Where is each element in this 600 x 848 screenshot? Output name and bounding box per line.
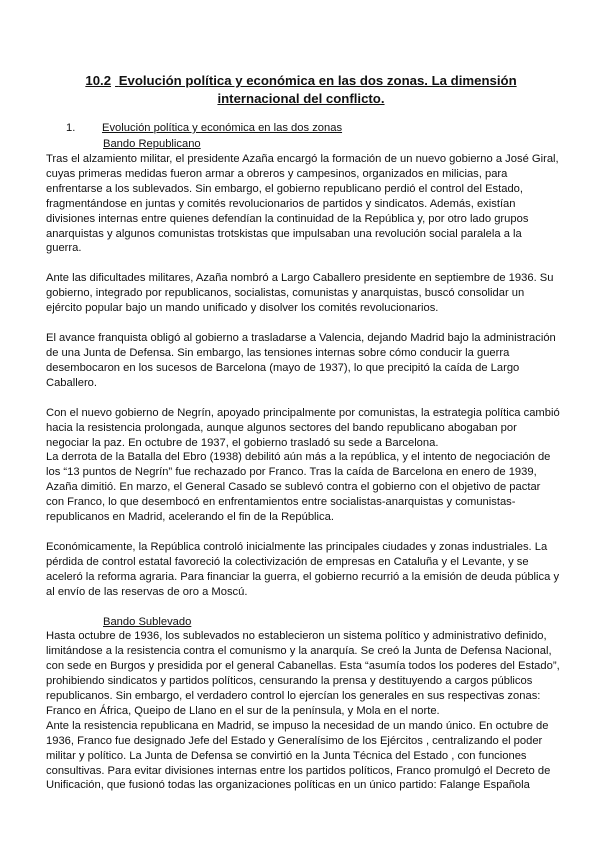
section-number: 1. <box>66 122 76 134</box>
paragraph: Ante la resistencia republicana en Madrid, se impuso la necesidad de un mando único. En octubre de 1936, Franco fue designado Jefe del Estado y Generalísimo de los Ejércitos , centralizando el poder militar y político. La Junta de Defensa se convirtió en la Junta Técnica del Estado , con funciones consultivas. Para evitar divisiones internas entre los partidos políticos, Franco promulgó el Decreto de Unificación, que fusionó todas las organizaciones políticas en un único partido: Falange Española <box>46 719 551 792</box>
paragraph: Económicamente, la República controló inicialmente las principales ciudades y zonas industriales. La pérdida de control estatal favoreció la colectivización de empresas en Cataluña y el Levante, y se aceleró la reforma agraria. Para financiar la guerra, el gobierno recurrió a la emisión de deuda pública y al envío de las reservas de oro a Moscú. <box>46 540 560 598</box>
subheading-sublevado: Bando Sublevado <box>103 615 192 628</box>
republicano-body <box>46 152 560 793</box>
paragraph: Hasta octubre de 1936, los sublevados no establecieron un sistema político y administrativo definido, limitándose a la resistencia contra el comunismo y la anarquía. Se creó la Junta de Defensa Nacional, con sede en Burgos y presidida por el general Cabanellas. Esta “asumía todos los poderes del Estado”, prohibiendo sindicatos y partidos políticos, censurando la prensa y destituyendo a cargos públicos republicanos. Sin embargo, el verdadero control lo ejercían los generales en sus respectivas zonas: Franco en África, Queipo de Llano en el sur de la península, y Mola en el norte. <box>46 630 560 717</box>
subheading-republicano: Bando Republicano <box>103 138 201 150</box>
paragraph: Con el nuevo gobierno de Negrín, apoyado principalmente por comunistas, la estrategia política cambió hacia la resistencia prolongada, aunque algunos sectores del bando republicano abogaban por negociar la paz. En octubre de 1937, el gobierno trasladó su sede a Barcelona. <box>46 406 560 449</box>
title-text: Evolución política y económica en las dos zonas. La dimensión internacional del conflicto. <box>118 73 517 106</box>
section-title: Evolución política y económica en las dos zonas <box>102 122 343 134</box>
paragraph: Ante las dificultades militares, Azaña nombró a Largo Caballero presidente en septiembre de 1936. Su gobierno, integrado por republicanos, socialistas, comunistas y anarquistas, buscó consolidar un ejército popular bajo un mando unificado y disolver los comités revolucionarios. <box>46 272 554 315</box>
paragraph: El avance franquista obligó al gobierno a trasladarse a Valencia, dejando Madrid bajo la administración de una Junta de Defensa. Sin embargo, las tensiones internas sobre cómo conducir la guerra desembocaron en los sucesos de Barcelona (mayo de 1937), lo que precipitó la caída de Largo Caballero. <box>46 332 556 389</box>
paragraph: La derrota de la Batalla del Ebro (1938) debilitó aún más a la república, y el intento de negociación de los “13 puntos de Negrín” fue rechazado por Franco. Tras la caída de Barcelona en enero de 1939, Azaña dimitió. En marzo, el General Casado se sublevó contra el gobierno con el objetivo de pactar con Franco, lo que desembocó en enfrentamientos entre socialistas-anarquistas y comunistas-republicanos en Madrid, acelerando el fin de la República. <box>46 451 551 524</box>
document-title <box>46 72 556 108</box>
section-heading <box>66 121 342 136</box>
title-number: 10.2 <box>85 73 112 88</box>
paragraph: Tras el alzamiento militar, el presidente Azaña encargó la formación de un nuevo gobierno a José Giral, cuyas primeras medidas fueron armar a obreros y campesinos, organizados en milicias, para enfrentarse a los sublevados. Sin embargo, el gobierno republicano perdió el control del Estado, fragmentándose en juntas y comités revolucionarios de partidos y sindicatos. Además, existían divisiones internas entre quienes defendían la continuidad de la República y, por otro lado grupos anarquistas y algunos comunistas trotskistas que impulsaban una revolución social paralela a la guerra. <box>46 153 559 255</box>
